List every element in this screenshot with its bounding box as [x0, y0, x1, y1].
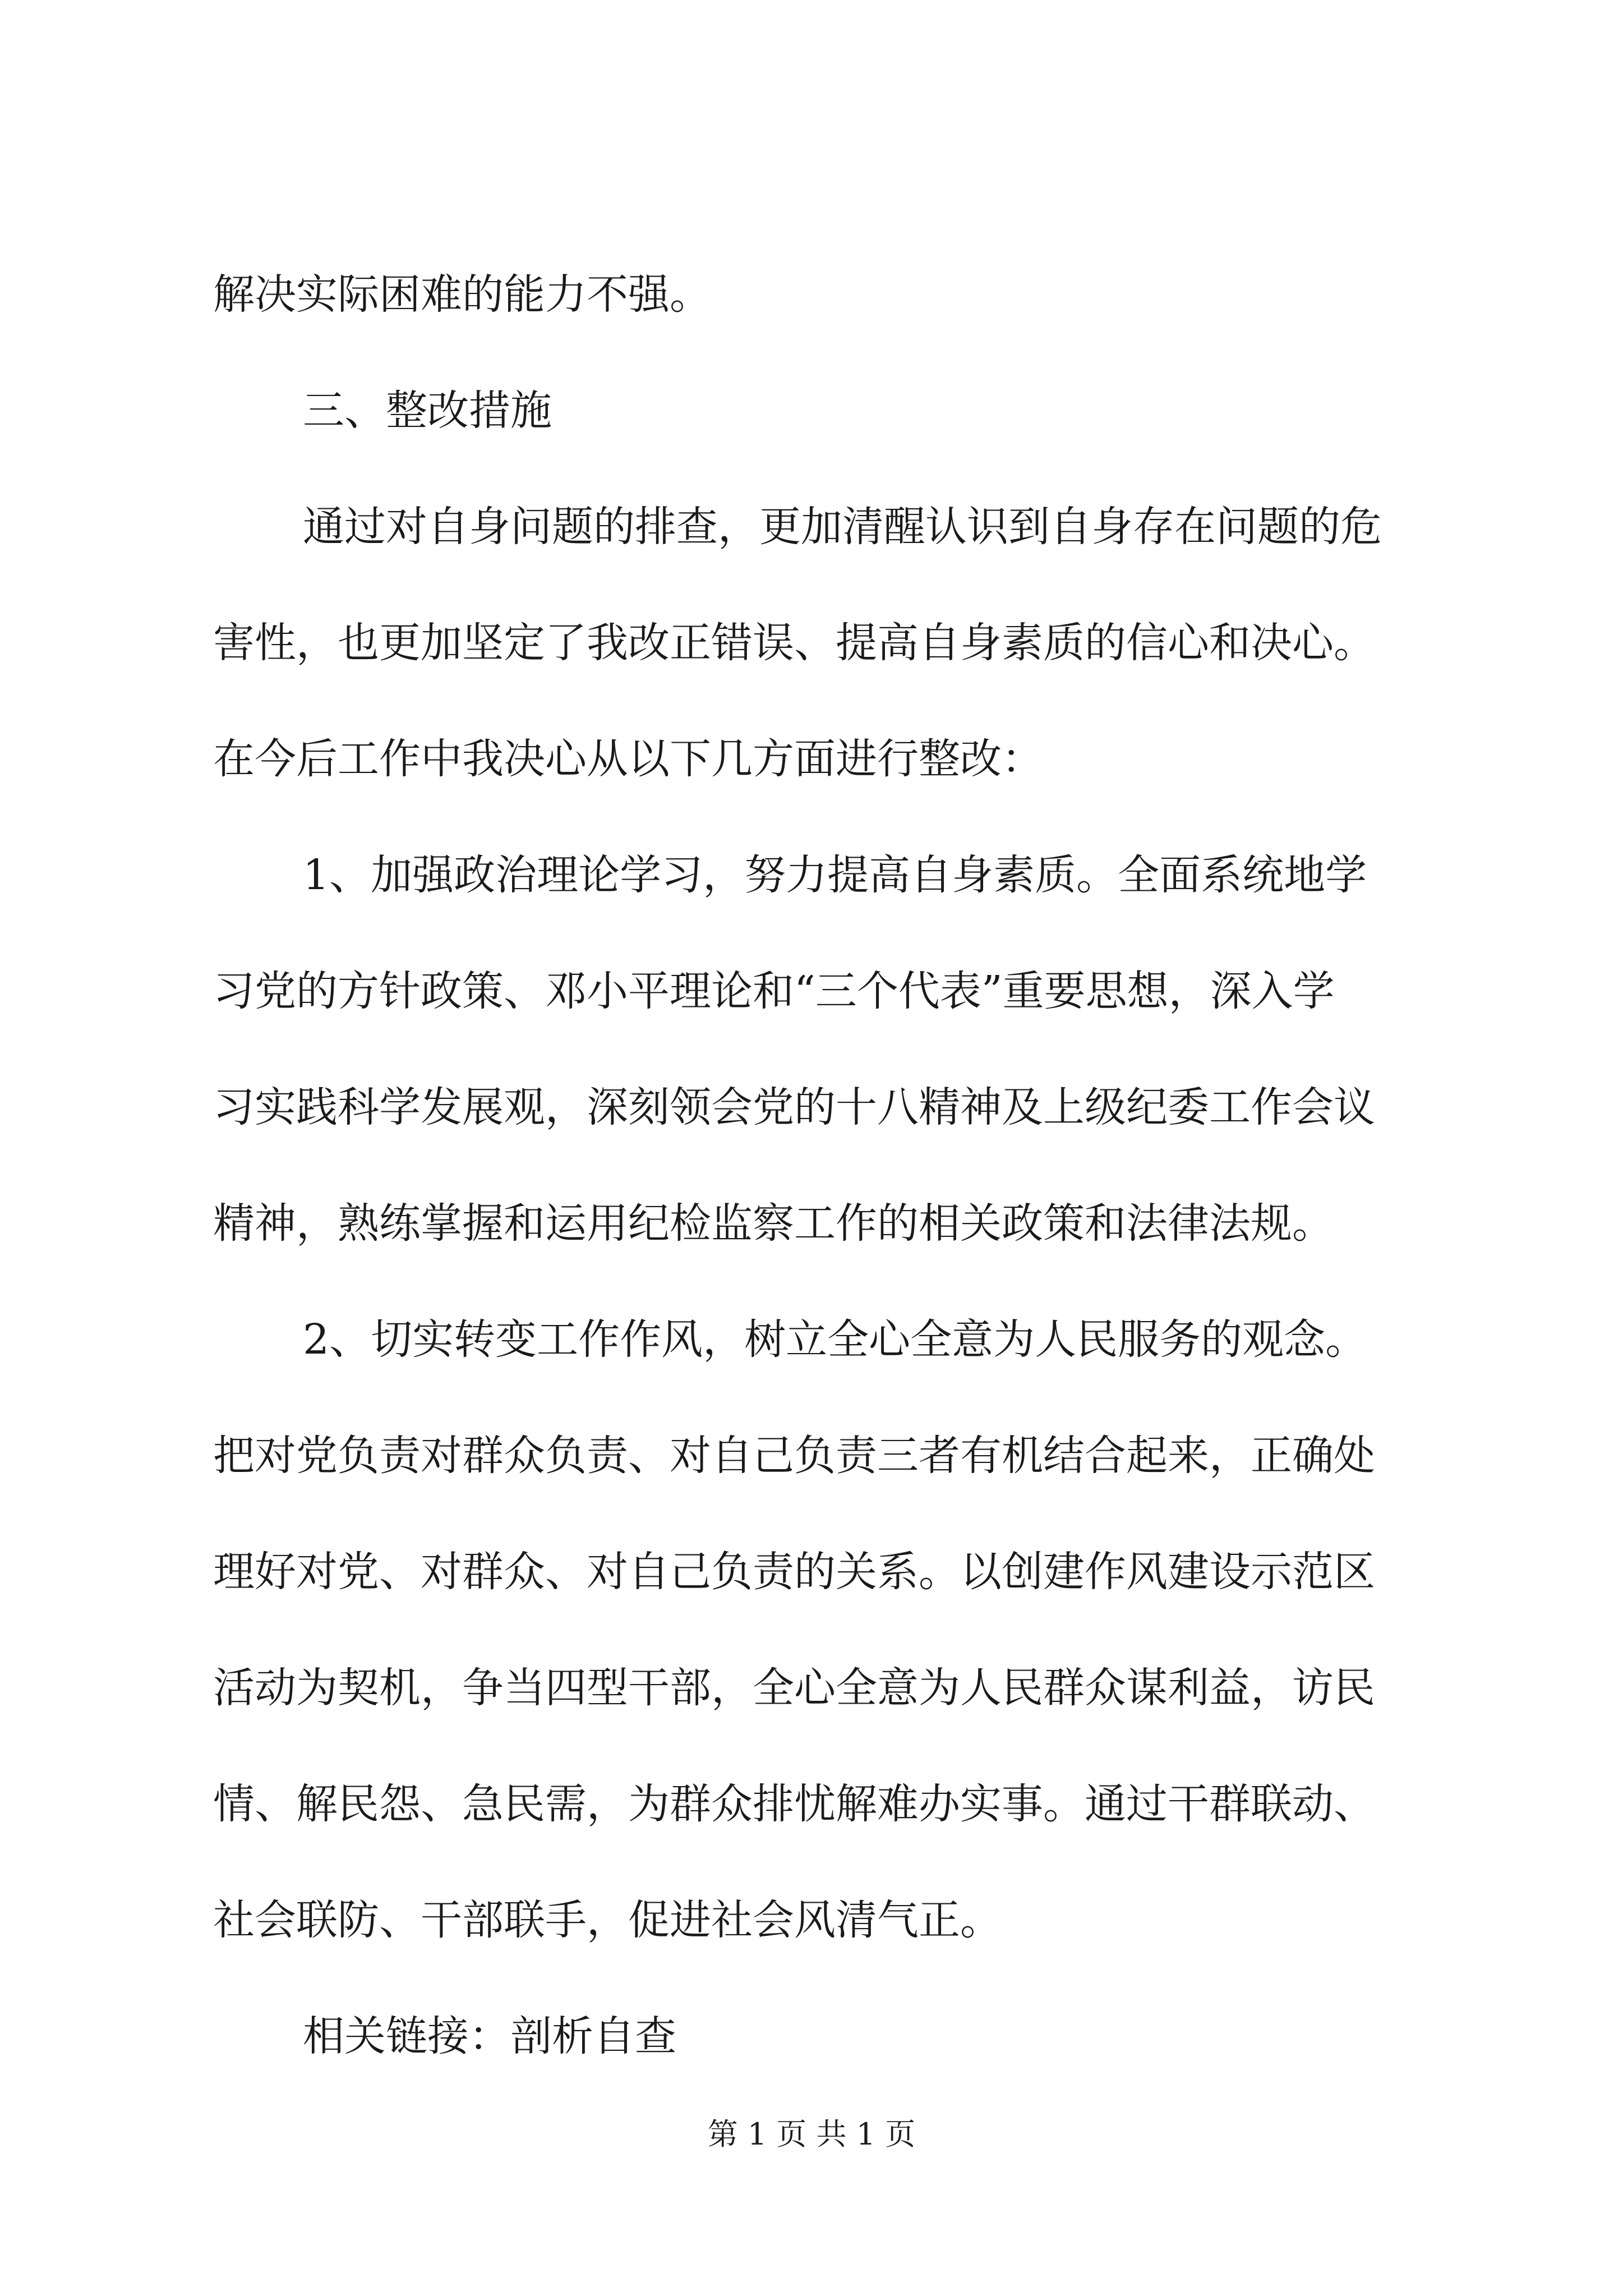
body-line: 理好对党、对群众、对自己负责的关系。以创建作风建设示范区: [213, 1548, 1375, 1596]
related-link-line: 相关链接：剖析自查: [303, 2012, 676, 2060]
body-line: 解决实际困难的能力不强。: [213, 270, 711, 319]
body-line: 在今后工作中我决心从以下几方面进行整改：: [213, 735, 1043, 783]
body-line: 2、切实转变工作作风，树立全心全意为人民服务的观念。: [303, 1315, 1367, 1364]
section-heading: 三、整改措施: [303, 386, 552, 435]
body-line: 习实践科学发展观，深刻领会党的十八精神及上级纪委工作会议: [213, 1083, 1375, 1131]
body-line: 1、加强政治理论学习，努力提高自身素质。全面系统地学: [303, 851, 1367, 899]
body-line: 精神，熟练掌握和运用纪检监察工作的相关政策和法律法规。: [213, 1199, 1334, 1248]
body-line: 通过对自身问题的排查，更加清醒认识到自身存在问题的危: [303, 503, 1382, 551]
body-line: 习党的方针政策、邓小平理论和“三个代表”重要思想，深入学: [213, 967, 1335, 1015]
page-footer: 第 1 页 共 1 页: [707, 2116, 916, 2152]
body-line: 把对党负责对群众负责、对自己负责三者有机结合起来，正确处: [213, 1432, 1375, 1480]
body-line: 社会联防、干部联手，促进社会风清气正。: [213, 1896, 1002, 1944]
body-line: 情、解民怨、急民需，为群众排忧解难办实事。通过干群联动、: [213, 1780, 1375, 1828]
body-line: 活动为契机，争当四型干部，全心全意为人民群众谋利益，访民: [213, 1664, 1375, 1712]
body-line: 害性，也更加坚定了我改正错误、提高自身素质的信心和决心。: [213, 619, 1375, 667]
